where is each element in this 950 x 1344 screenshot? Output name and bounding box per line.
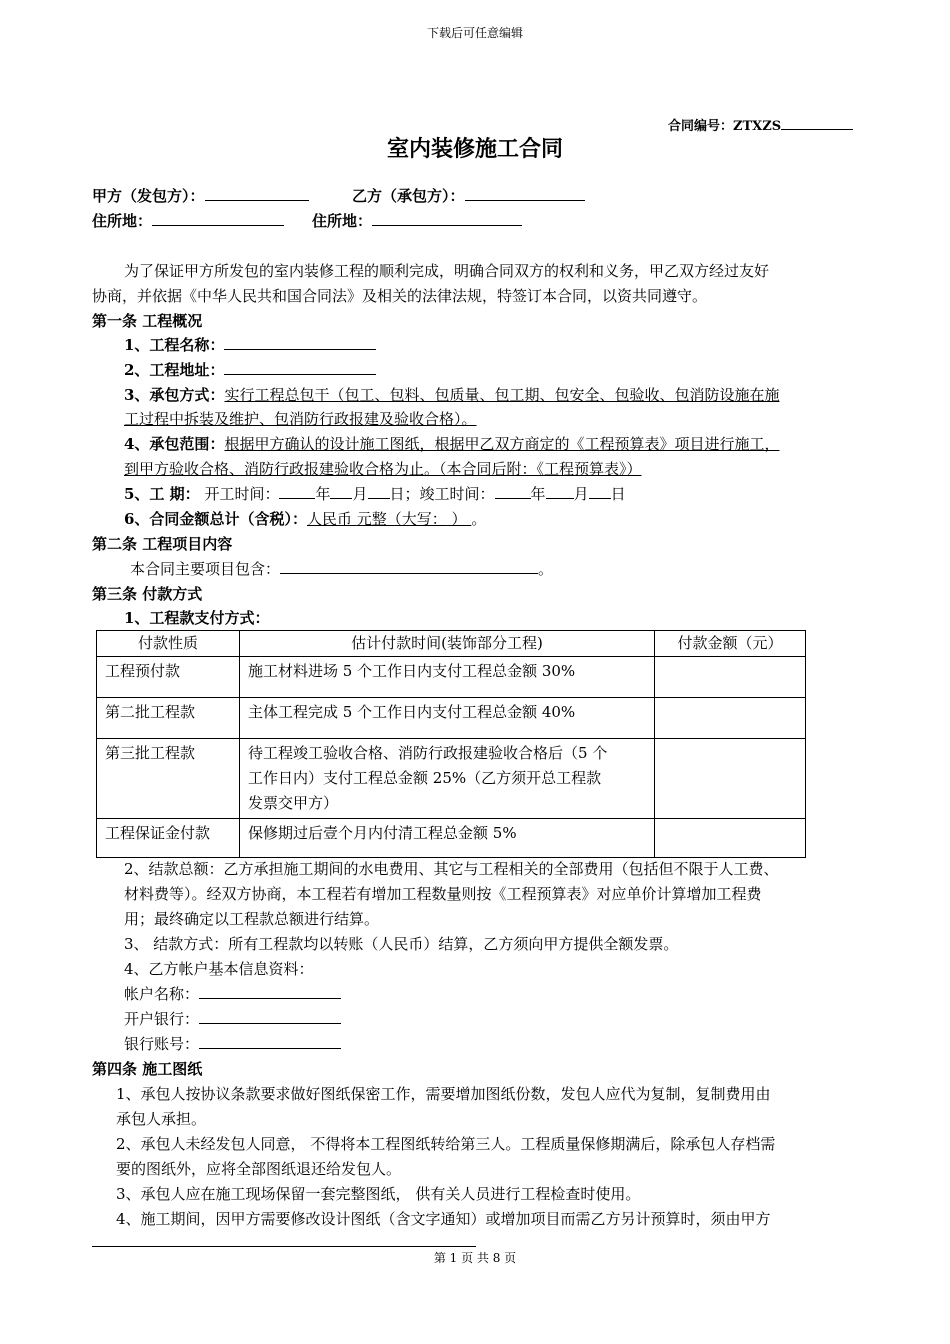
table-cell	[655, 739, 806, 819]
construction-period: 5、工 期： 开工时间： 年 月 日；竣工时间： 年 月 日	[124, 485, 626, 503]
table-cell: 待工程竣工验收合格、消防行政报建验收合格后（5 个 工作日内）支付工程总金额 25%（乙方须开总工程款 发票交甲方）	[240, 739, 655, 819]
drawings-item-3: 3、承包人应在施工现场保留一套完整图纸， 供有关人员进行工程检查时使用。	[116, 1185, 641, 1203]
project-name: 1、工程名称：	[124, 333, 376, 357]
table-cell: 第二批工程款	[97, 698, 240, 739]
table-header: 付款性质	[97, 631, 240, 657]
project-content: 本合同主要项目包含： 。	[130, 560, 554, 578]
table-row	[97, 739, 806, 819]
account-name: 帐户名称：	[124, 982, 341, 1006]
drawings-item-2-cont: 要的图纸外，应将全部图纸退还给发包人。	[116, 1160, 402, 1178]
table-header-row	[97, 631, 806, 657]
address-b: 住所地：	[312, 209, 522, 233]
page-footer: 第 1 页 共 8 页	[433, 1251, 517, 1265]
table-cell: 工程保证金付款	[97, 819, 240, 858]
table-cell: 主体工程完成 5 个工作日内支付工程总金额 40%	[240, 698, 655, 739]
article-2-title: 第二条 工程项目内容	[92, 535, 233, 553]
article-1-title: 第一条 工程概况	[92, 312, 203, 330]
account-info-heading: 4、乙方帐户基本信息资料：	[124, 960, 314, 978]
settlement-method: 3、 结款方式：所有工程款均以转账（人民币）结算，乙方须向甲方提供全额发票。	[124, 935, 679, 953]
payment-table	[96, 630, 806, 858]
article-3-title: 第三条 付款方式	[92, 585, 203, 603]
contract-scope-cont: 到甲方验收合格、消防行政报建验收合格为止。（本合同后附：《工程预算表》）	[124, 460, 642, 478]
project-address: 2、工程地址：	[124, 358, 376, 382]
party-a: 甲方（发包方）：	[92, 184, 309, 208]
account-bank: 开户银行：	[124, 1007, 341, 1031]
contract-mode: 3、承包方式：实行工程总包干（包工、包料、包质量、包工期、包安全、包验收、包消防设施在施	[124, 386, 780, 404]
intro-line-2: 协商，并依据《中华人民共和国合同法》及相关的法律法规，特签订本合同，以资共同遵守。	[92, 287, 708, 305]
document-title: 室内装修施工合同	[386, 136, 563, 162]
contract-amount: 6、合同金额总计（含税）：人民币 元整（大写： ） 。	[124, 510, 487, 528]
table-cell	[655, 657, 806, 698]
settlement-total-2: 材料费等）。经双方协商，本工程若有增加工程数量则按《工程预算表》对应单价计算增加工程费	[124, 885, 762, 903]
intro-line-1: 为了保证甲方所发包的室内装修工程的顺利完成，明确合同双方的权利和义务，甲乙双方经过友好	[124, 262, 770, 280]
table-cell: 施工材料进场 5 个工作日内支付工程总金额 30%	[240, 657, 655, 698]
table-row	[97, 657, 806, 698]
table-header: 估计付款时间(装饰部分工程)	[240, 631, 655, 657]
table-cell	[655, 698, 806, 739]
article-4-title: 第四条 施工图纸	[92, 1060, 203, 1078]
table-cell	[655, 819, 806, 858]
page-header: 下载后可任意编辑	[426, 26, 523, 40]
settlement-total-1: 2、结款总额：乙方承担施工期间的水电费用、其它与工程相关的全部费用（包括但不限于人工费、	[124, 860, 779, 878]
table-header: 付款金额（元）	[655, 631, 806, 657]
drawings-item-1: 1、承包人按协议条款要求做好图纸保密工作，需要增加图纸份数，发包人应代为复制，复制费用由	[116, 1085, 771, 1103]
contract-scope: 4、承包范围：根据甲方确认的设计施工图纸，根据甲乙双方商定的《工程预算表》项目进行施工，	[124, 435, 780, 453]
drawings-item-1-cont: 承包人承担。	[116, 1110, 207, 1128]
table-cell: 第三批工程款	[97, 739, 240, 819]
drawings-item-4: 4、施工期间，因甲方需要修改设计图纸（含文字通知）或增加项目而需乙方另计预算时，须由甲方	[116, 1210, 771, 1228]
party-b: 乙方（承包方）：	[352, 184, 585, 208]
drawings-item-2: 2、承包人未经发包人同意， 不得将本工程图纸转给第三人。工程质量保修期满后，除承包人存档需	[116, 1135, 776, 1153]
contract-mode-cont: 工过程中拆装及维护、包消防行政报建及验收合格）。	[124, 410, 477, 428]
table-row	[97, 819, 806, 858]
table-cell: 工程预付款	[97, 657, 240, 698]
payment-method-heading: 1、工程款支付方式：	[124, 609, 270, 627]
settlement-total-3: 用；最终确定以工程款总额进行结算。	[124, 910, 380, 928]
contract-number: 合同编号：ZTXZS	[668, 114, 853, 134]
footer-divider	[92, 1246, 476, 1247]
address-a: 住所地：	[92, 209, 284, 233]
table-cell: 保修期过后壹个月内付清工程总金额 5%	[240, 819, 655, 858]
table-row	[97, 698, 806, 739]
account-number: 银行账号：	[124, 1032, 341, 1056]
